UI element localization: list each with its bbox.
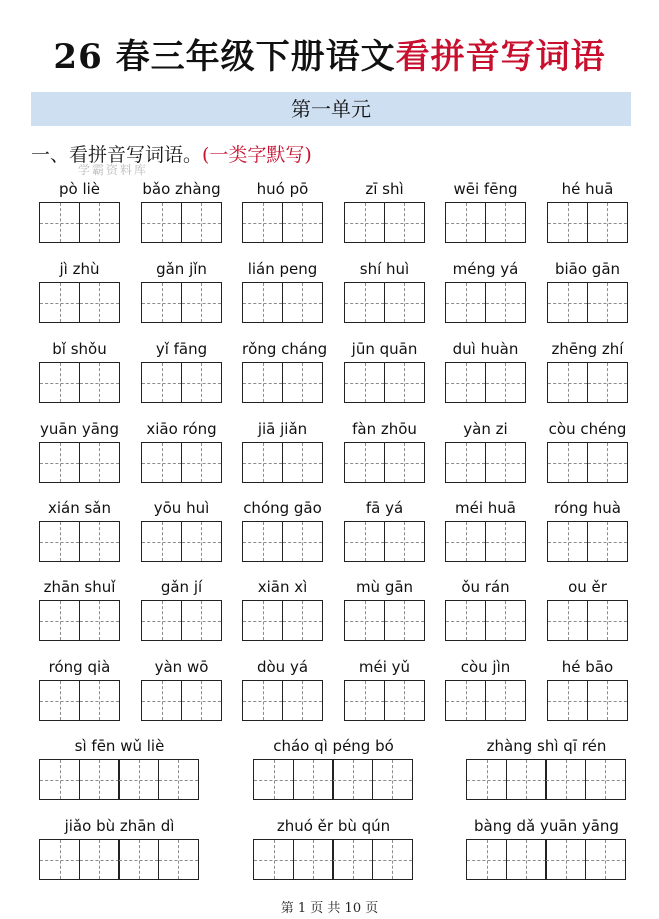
tianzige-boxes: [445, 202, 526, 242]
writing-cell[interactable]: [587, 680, 628, 721]
writing-cell[interactable]: [39, 600, 80, 641]
two-char-item: [242, 339, 328, 403]
writing-cell[interactable]: [485, 442, 526, 483]
tianzige-boxes: [242, 362, 323, 402]
two-char-item: [445, 577, 526, 641]
two-char-item: [445, 419, 526, 483]
tianzige-boxes: [344, 362, 425, 402]
pinyin-label: yàn wō: [154, 658, 209, 676]
two-char-item: [547, 179, 628, 243]
four-char-item: [253, 736, 414, 800]
writing-cell[interactable]: [141, 600, 182, 641]
pinyin-label: pò liè: [58, 180, 101, 198]
tianzige-boxes: [242, 521, 323, 561]
writing-cell[interactable]: [506, 759, 547, 800]
writing-cell[interactable]: [79, 442, 120, 483]
writing-cell[interactable]: [79, 839, 120, 880]
four-char-item: [39, 816, 200, 880]
tianzige-boxes: [141, 202, 222, 242]
writing-cell[interactable]: [445, 521, 486, 562]
writing-cell[interactable]: [293, 759, 334, 800]
title-topic-part: 看拼音写词语: [395, 37, 606, 77]
writing-cell[interactable]: [79, 362, 120, 403]
tianzige-boxes: [445, 282, 526, 322]
writing-cell[interactable]: [587, 521, 628, 562]
tianzige-boxes: [445, 680, 526, 720]
writing-cell[interactable]: [587, 282, 628, 323]
two-char-item: [344, 419, 425, 483]
pinyin-label: xiān xì: [257, 578, 308, 596]
pinyin-label: gǎn jǐn: [156, 260, 207, 278]
writing-cell[interactable]: [384, 680, 425, 721]
writing-cell[interactable]: [445, 202, 486, 243]
four-char-item: [466, 736, 627, 800]
two-char-item: [242, 657, 323, 721]
tianzige-boxes: [242, 282, 323, 322]
pinyin-label: zhēng zhí: [551, 340, 624, 358]
writing-cell[interactable]: [79, 282, 120, 323]
pinyin-label: rǒng cháng: [242, 340, 328, 358]
tianzige-boxes: [39, 600, 120, 640]
pinyin-label: xián sǎn: [47, 499, 112, 517]
writing-cell[interactable]: [344, 362, 385, 403]
pinyin-label: méi yǔ: [358, 658, 411, 676]
section-note: (一类字默写): [202, 144, 312, 166]
tianzige-boxes: [39, 282, 120, 322]
writing-cell[interactable]: [384, 282, 425, 323]
page-title: [0, 34, 659, 80]
writing-cell[interactable]: [384, 600, 425, 641]
writing-cell[interactable]: [79, 680, 120, 721]
writing-cell[interactable]: [181, 442, 222, 483]
pinyin-label: zhān shuǐ: [43, 578, 116, 596]
writing-cell[interactable]: [79, 600, 120, 641]
writing-cell[interactable]: [242, 600, 283, 641]
writing-cell[interactable]: [181, 282, 222, 323]
writing-cell[interactable]: [587, 600, 628, 641]
writing-cell[interactable]: [445, 442, 486, 483]
tianzige-boxes: [344, 442, 425, 482]
writing-cell[interactable]: [282, 202, 323, 243]
tianzige-boxes: [547, 282, 628, 322]
writing-cell[interactable]: [445, 600, 486, 641]
writing-cell[interactable]: [242, 282, 283, 323]
writing-cell[interactable]: [39, 759, 80, 800]
tianzige-boxes: [141, 362, 222, 402]
writing-cell[interactable]: [466, 839, 507, 880]
tianzige-boxes: [344, 282, 425, 322]
tianzige-boxes: [39, 759, 199, 799]
two-char-item: [547, 498, 628, 562]
two-char-item: [547, 259, 628, 323]
tianzige-boxes: [242, 442, 323, 482]
writing-cell[interactable]: [181, 680, 222, 721]
writing-cell[interactable]: [485, 600, 526, 641]
pinyin-label: róng huà: [553, 499, 622, 517]
writing-cell[interactable]: [445, 282, 486, 323]
writing-cell[interactable]: [282, 362, 323, 403]
tianzige-boxes: [547, 600, 628, 640]
pinyin-label: zhàng shì qī rén: [486, 737, 607, 755]
tianzige-boxes: [547, 442, 628, 482]
four-char-item: [39, 736, 200, 800]
writing-cell[interactable]: [242, 442, 283, 483]
pinyin-label: chóng gāo: [243, 499, 322, 517]
four-char-item: [253, 816, 414, 880]
two-char-item: [547, 577, 628, 641]
pinyin-label: xiāo róng: [146, 420, 217, 438]
two-char-item: [141, 259, 222, 323]
two-char-item: [242, 577, 323, 641]
tianzige-boxes: [466, 759, 626, 799]
writing-cell[interactable]: [253, 839, 294, 880]
two-char-item: [39, 339, 120, 403]
pinyin-label: méi huā: [455, 499, 516, 517]
writing-cell[interactable]: [485, 362, 526, 403]
pinyin-label: jūn quān: [351, 340, 418, 358]
pinyin-label: fàn zhōu: [352, 420, 417, 438]
two-char-item: [344, 179, 425, 243]
two-char-item: [141, 577, 222, 641]
pinyin-label: gǎn jí: [160, 578, 203, 596]
writing-cell[interactable]: [282, 442, 323, 483]
writing-cell[interactable]: [79, 759, 120, 800]
writing-cell[interactable]: [585, 839, 626, 880]
two-char-item: [141, 179, 222, 243]
writing-cell[interactable]: [141, 521, 182, 562]
pinyin-label: yǐ fāng: [155, 340, 208, 358]
writing-cell[interactable]: [545, 759, 586, 800]
writing-cell[interactable]: [547, 442, 588, 483]
writing-cell[interactable]: [372, 759, 413, 800]
tianzige-boxes: [141, 442, 222, 482]
pinyin-label: hé huā: [561, 180, 614, 198]
pinyin-label: bǎo zhàng: [142, 180, 221, 198]
two-char-item: [242, 179, 323, 243]
pinyin-label: cháo qì péng bó: [273, 737, 394, 755]
pinyin-label: méng yá: [452, 260, 519, 278]
two-char-item: [39, 498, 120, 562]
pinyin-label: biāo gān: [554, 260, 621, 278]
tianzige-boxes: [253, 759, 413, 799]
tianzige-boxes: [445, 600, 526, 640]
two-char-item: [445, 657, 526, 721]
writing-cell[interactable]: [158, 839, 199, 880]
writing-cell[interactable]: [384, 362, 425, 403]
two-char-item: [445, 339, 526, 403]
writing-cell[interactable]: [384, 202, 425, 243]
tianzige-boxes: [141, 282, 222, 322]
pinyin-label: yuān yāng: [40, 420, 119, 438]
writing-cell[interactable]: [79, 521, 120, 562]
tianzige-boxes: [445, 442, 526, 482]
two-char-item: [445, 498, 526, 562]
pinyin-label: róng qià: [48, 658, 111, 676]
writing-cell[interactable]: [39, 839, 80, 880]
writing-cell[interactable]: [344, 521, 385, 562]
two-char-item: [344, 577, 425, 641]
writing-cell[interactable]: [332, 839, 373, 880]
writing-cell[interactable]: [485, 521, 526, 562]
writing-cell[interactable]: [158, 759, 199, 800]
writing-cell[interactable]: [547, 282, 588, 323]
writing-cell[interactable]: [39, 362, 80, 403]
two-char-item: [39, 179, 120, 243]
pinyin-label: lián peng: [247, 260, 318, 278]
pinyin-label: mù gān: [355, 578, 414, 596]
writing-cell[interactable]: [332, 759, 373, 800]
two-char-item: [242, 498, 323, 562]
section-heading: [31, 142, 312, 168]
writing-cell[interactable]: [344, 442, 385, 483]
pinyin-label: duì huàn: [452, 340, 519, 358]
writing-cell[interactable]: [506, 839, 547, 880]
writing-cell[interactable]: [282, 680, 323, 721]
writing-cell[interactable]: [485, 282, 526, 323]
two-char-item: [39, 657, 120, 721]
writing-cell[interactable]: [242, 202, 283, 243]
tianzige-boxes: [39, 521, 120, 561]
writing-cell[interactable]: [485, 680, 526, 721]
writing-cell[interactable]: [39, 442, 80, 483]
writing-cell[interactable]: [344, 202, 385, 243]
pinyin-label: còu jìn: [460, 658, 511, 676]
two-char-item: [547, 339, 628, 403]
tianzige-boxes: [344, 680, 425, 720]
two-char-item: [141, 657, 222, 721]
two-char-item: [344, 498, 425, 562]
writing-cell[interactable]: [293, 839, 334, 880]
writing-cell[interactable]: [282, 282, 323, 323]
two-char-item: [39, 577, 120, 641]
writing-cell[interactable]: [242, 521, 283, 562]
writing-cell[interactable]: [547, 680, 588, 721]
pinyin-label: zī shì: [365, 180, 404, 198]
pinyin-label: ǒu rán: [461, 578, 510, 596]
writing-cell[interactable]: [141, 362, 182, 403]
two-char-item: [39, 419, 120, 483]
two-char-item: [141, 498, 222, 562]
tianzige-boxes: [445, 362, 526, 402]
tianzige-boxes: [547, 202, 628, 242]
tianzige-boxes: [39, 839, 199, 879]
writing-cell[interactable]: [587, 442, 628, 483]
writing-cell[interactable]: [141, 680, 182, 721]
writing-cell[interactable]: [344, 680, 385, 721]
tianzige-boxes: [253, 839, 413, 879]
two-char-item: [344, 339, 425, 403]
tianzige-boxes: [547, 521, 628, 561]
pinyin-label: jì zhù: [59, 260, 100, 278]
tianzige-boxes: [242, 680, 323, 720]
tianzige-boxes: [39, 202, 120, 242]
two-char-item: [547, 657, 628, 721]
four-char-item: [466, 816, 627, 880]
writing-cell[interactable]: [39, 680, 80, 721]
writing-cell[interactable]: [79, 202, 120, 243]
writing-cell[interactable]: [39, 521, 80, 562]
writing-cell[interactable]: [242, 362, 283, 403]
writing-cell[interactable]: [547, 521, 588, 562]
writing-cell[interactable]: [344, 282, 385, 323]
writing-cell[interactable]: [372, 839, 413, 880]
writing-cell[interactable]: [39, 282, 80, 323]
pinyin-label: hé bāo: [561, 658, 614, 676]
tianzige-boxes: [547, 362, 628, 402]
pinyin-label: bǐ shǒu: [52, 340, 107, 358]
tianzige-boxes: [141, 680, 222, 720]
tianzige-boxes: [547, 680, 628, 720]
section-heading-text: 一、看拼音写词语。: [31, 144, 203, 166]
pinyin-label: ou ěr: [568, 578, 607, 596]
pinyin-label: dòu yá: [256, 658, 309, 676]
writing-cell[interactable]: [181, 362, 222, 403]
pinyin-label: yàn zi: [463, 420, 508, 438]
writing-cell[interactable]: [181, 600, 222, 641]
writing-cell[interactable]: [344, 600, 385, 641]
writing-cell[interactable]: [547, 362, 588, 403]
tianzige-boxes: [141, 521, 222, 561]
writing-cell[interactable]: [141, 202, 182, 243]
writing-cell[interactable]: [585, 759, 626, 800]
two-char-item: [141, 339, 222, 403]
writing-cell[interactable]: [141, 282, 182, 323]
writing-cell[interactable]: [384, 442, 425, 483]
two-char-item: [344, 657, 425, 721]
writing-cell[interactable]: [466, 759, 507, 800]
pinyin-label: sì fēn wǔ liè: [74, 737, 165, 755]
pinyin-label: fā yá: [365, 499, 404, 517]
tianzige-boxes: [39, 442, 120, 482]
pinyin-label: còu chéng: [548, 420, 627, 438]
two-char-item: [445, 259, 526, 323]
pinyin-label: yōu huì: [153, 499, 210, 517]
writing-cell[interactable]: [181, 202, 222, 243]
page-footer: 第 1 页 共 10 页: [280, 901, 379, 916]
tianzige-boxes: [39, 680, 120, 720]
two-char-item: [344, 259, 425, 323]
writing-cell[interactable]: [587, 202, 628, 243]
writing-cell[interactable]: [118, 839, 159, 880]
writing-cell[interactable]: [587, 362, 628, 403]
pinyin-label: jiǎo bù zhān dì: [64, 817, 175, 835]
writing-cell[interactable]: [445, 680, 486, 721]
writing-cell[interactable]: [445, 362, 486, 403]
writing-cell[interactable]: [547, 202, 588, 243]
watermark-text: 学霸资料库: [78, 163, 149, 177]
tianzige-boxes: [344, 600, 425, 640]
writing-cell[interactable]: [547, 600, 588, 641]
tianzige-boxes: [39, 362, 120, 402]
writing-cell[interactable]: [39, 202, 80, 243]
tianzige-boxes: [445, 521, 526, 561]
pinyin-label: huó pō: [256, 180, 309, 198]
two-char-item: [39, 259, 120, 323]
tianzige-boxes: [466, 839, 626, 879]
two-char-item: [445, 179, 526, 243]
pinyin-label: zhuó ěr bù qún: [276, 817, 391, 835]
two-char-item: [547, 419, 628, 483]
tianzige-boxes: [242, 600, 323, 640]
pinyin-label: bàng dǎ yuān yāng: [474, 817, 619, 835]
writing-cell[interactable]: [242, 680, 283, 721]
tianzige-boxes: [141, 600, 222, 640]
writing-cell[interactable]: [141, 442, 182, 483]
tianzige-boxes: [344, 521, 425, 561]
two-char-item: [242, 419, 323, 483]
unit-heading: 第一单元: [31, 92, 631, 126]
writing-cell[interactable]: [253, 759, 294, 800]
writing-cell[interactable]: [485, 202, 526, 243]
pinyin-label: shí huì: [359, 260, 410, 278]
two-char-item: [242, 259, 323, 323]
pinyin-label: jiā jiǎn: [257, 420, 308, 438]
tianzige-boxes: [344, 202, 425, 242]
writing-cell[interactable]: [181, 521, 222, 562]
writing-cell[interactable]: [118, 759, 159, 800]
pinyin-label: wēi fēng: [453, 180, 518, 198]
tianzige-boxes: [242, 202, 323, 242]
writing-cell[interactable]: [282, 600, 323, 641]
two-char-item: [141, 419, 222, 483]
writing-cell[interactable]: [545, 839, 586, 880]
writing-cell[interactable]: [384, 521, 425, 562]
writing-cell[interactable]: [282, 521, 323, 562]
title-grade-part: 26 春三年级下册语文: [53, 37, 396, 77]
